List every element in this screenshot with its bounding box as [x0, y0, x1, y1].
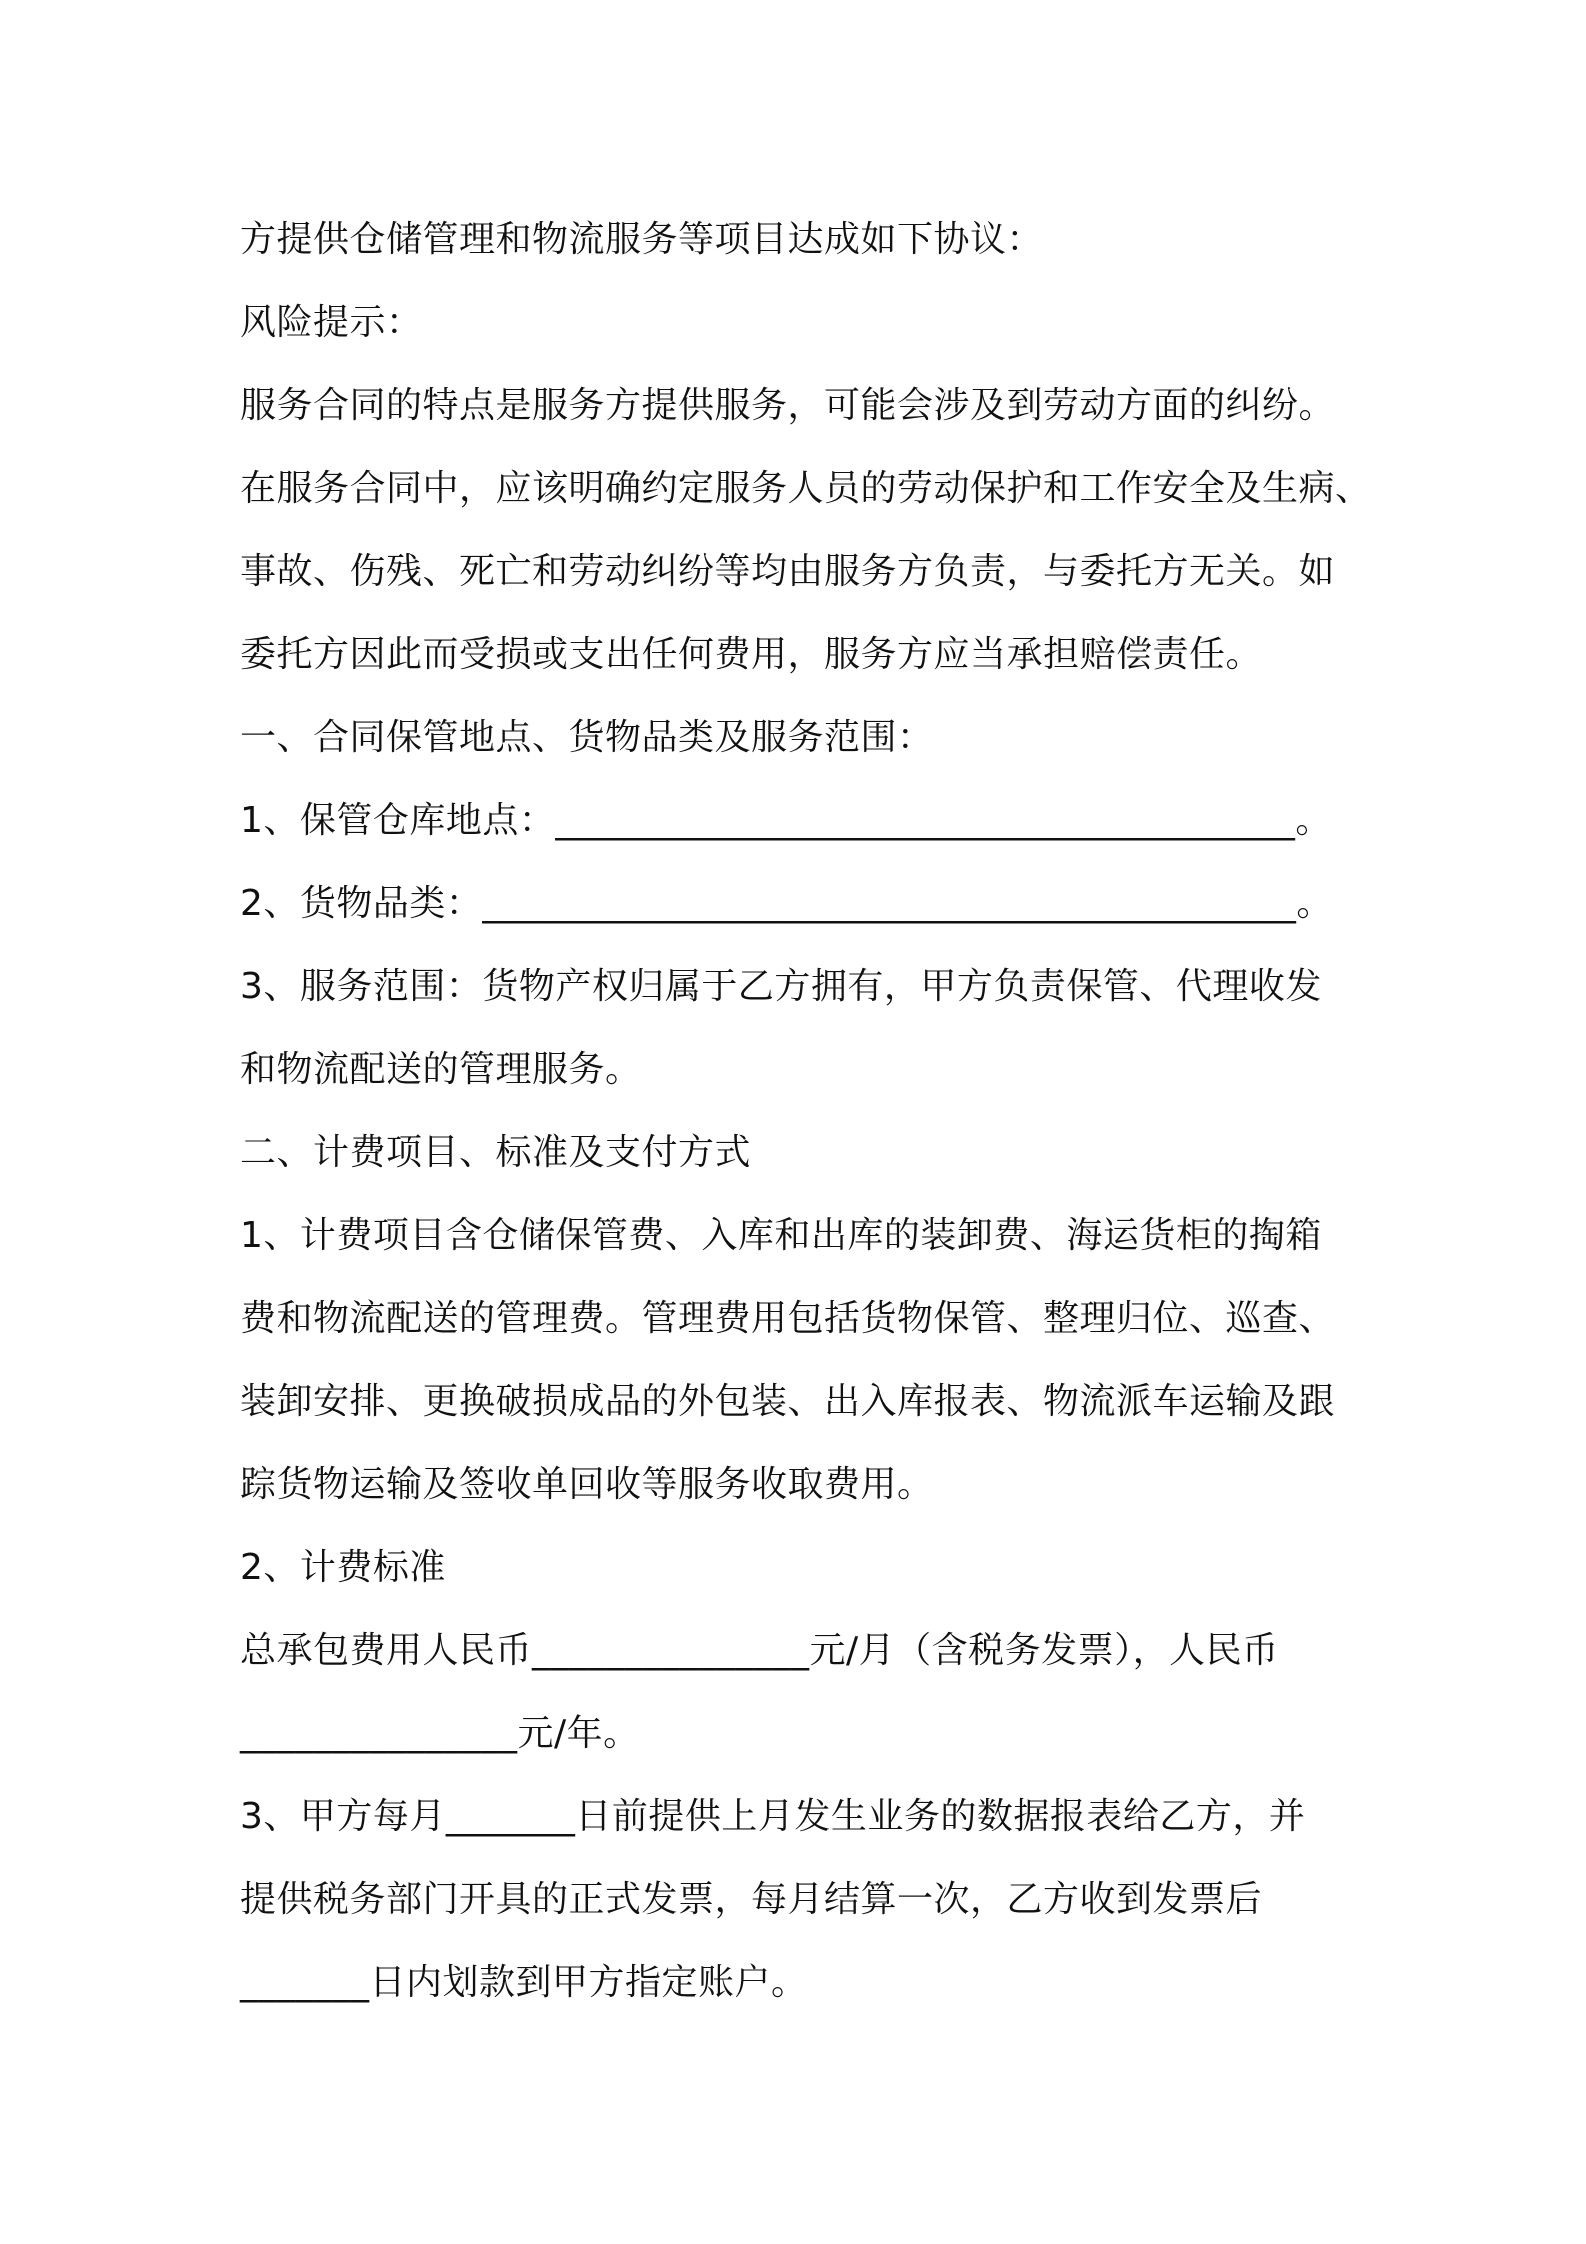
payment-line-1: 3、甲方每月_______日前提供上月发生业务的数据报表给乙方，并	[240, 1796, 1306, 1837]
payment-line-2: 提供税务部门开具的正式发票，每月结算一次，乙方收到发票后	[240, 1879, 1263, 1920]
section-two-heading: 二、计费项目、标准及支付方式	[240, 1132, 752, 1173]
risk-warning-line-4: 委托方因此而受损或支出任何费用，服务方应当承担赔偿责任。	[240, 634, 1263, 675]
risk-warning-line-2: 在服务合同中，应该明确约定服务人员的劳动保护和工作安全及生病、	[240, 468, 1372, 509]
goods-category-line: 2、货物品类：____________________________________________。	[240, 883, 1333, 924]
risk-warning-line-3: 事故、伤残、死亡和劳动纠纷等均由服务方负责，与委托方无关。如	[240, 551, 1336, 592]
contract-text	[240, 198, 1400, 2024]
warehouse-location-line: 1、保管仓库地点：________________________________________。	[240, 800, 1332, 841]
service-scope-line-1: 3、服务范围：货物产权归属于乙方拥有，甲方负责保管、代理收发	[240, 966, 1322, 1007]
section-one-heading: 一、合同保管地点、货物品类及服务范围：	[240, 717, 934, 758]
fee-items-line-1: 1、计费项目含仓储保管费、入库和出库的装卸费、海运货柜的掏箱	[240, 1215, 1322, 1256]
service-scope-line-2: 和物流配送的管理服务。	[240, 1049, 642, 1090]
fee-items-line-4: 踪货物运输及签收单回收等服务收取费用。	[240, 1464, 934, 1505]
fee-items-line-2: 费和物流配送的管理费。管理费用包括货物保管、整理归位、巡查、	[240, 1298, 1336, 1339]
total-fee-line-1: 总承包费用人民币_______________元/月（含税务发票），人民币	[240, 1630, 1279, 1671]
total-fee-line-2: _______________元/年。	[240, 1713, 640, 1754]
agreement-intro-line: 方提供仓储管理和物流服务等项目达成如下协议：	[240, 219, 1044, 260]
risk-warning-heading: 风险提示：	[240, 302, 423, 343]
payment-line-3: _______日内划款到甲方指定账户。	[240, 1962, 808, 2003]
fee-items-line-3: 装卸安排、更换破损成品的外包装、出入库报表、物流派车运输及跟	[240, 1381, 1336, 1422]
fee-standard-heading: 2、计费标准	[240, 1547, 446, 1588]
risk-warning-line-1: 服务合同的特点是服务方提供服务，可能会涉及到劳动方面的纠纷。	[240, 385, 1336, 426]
